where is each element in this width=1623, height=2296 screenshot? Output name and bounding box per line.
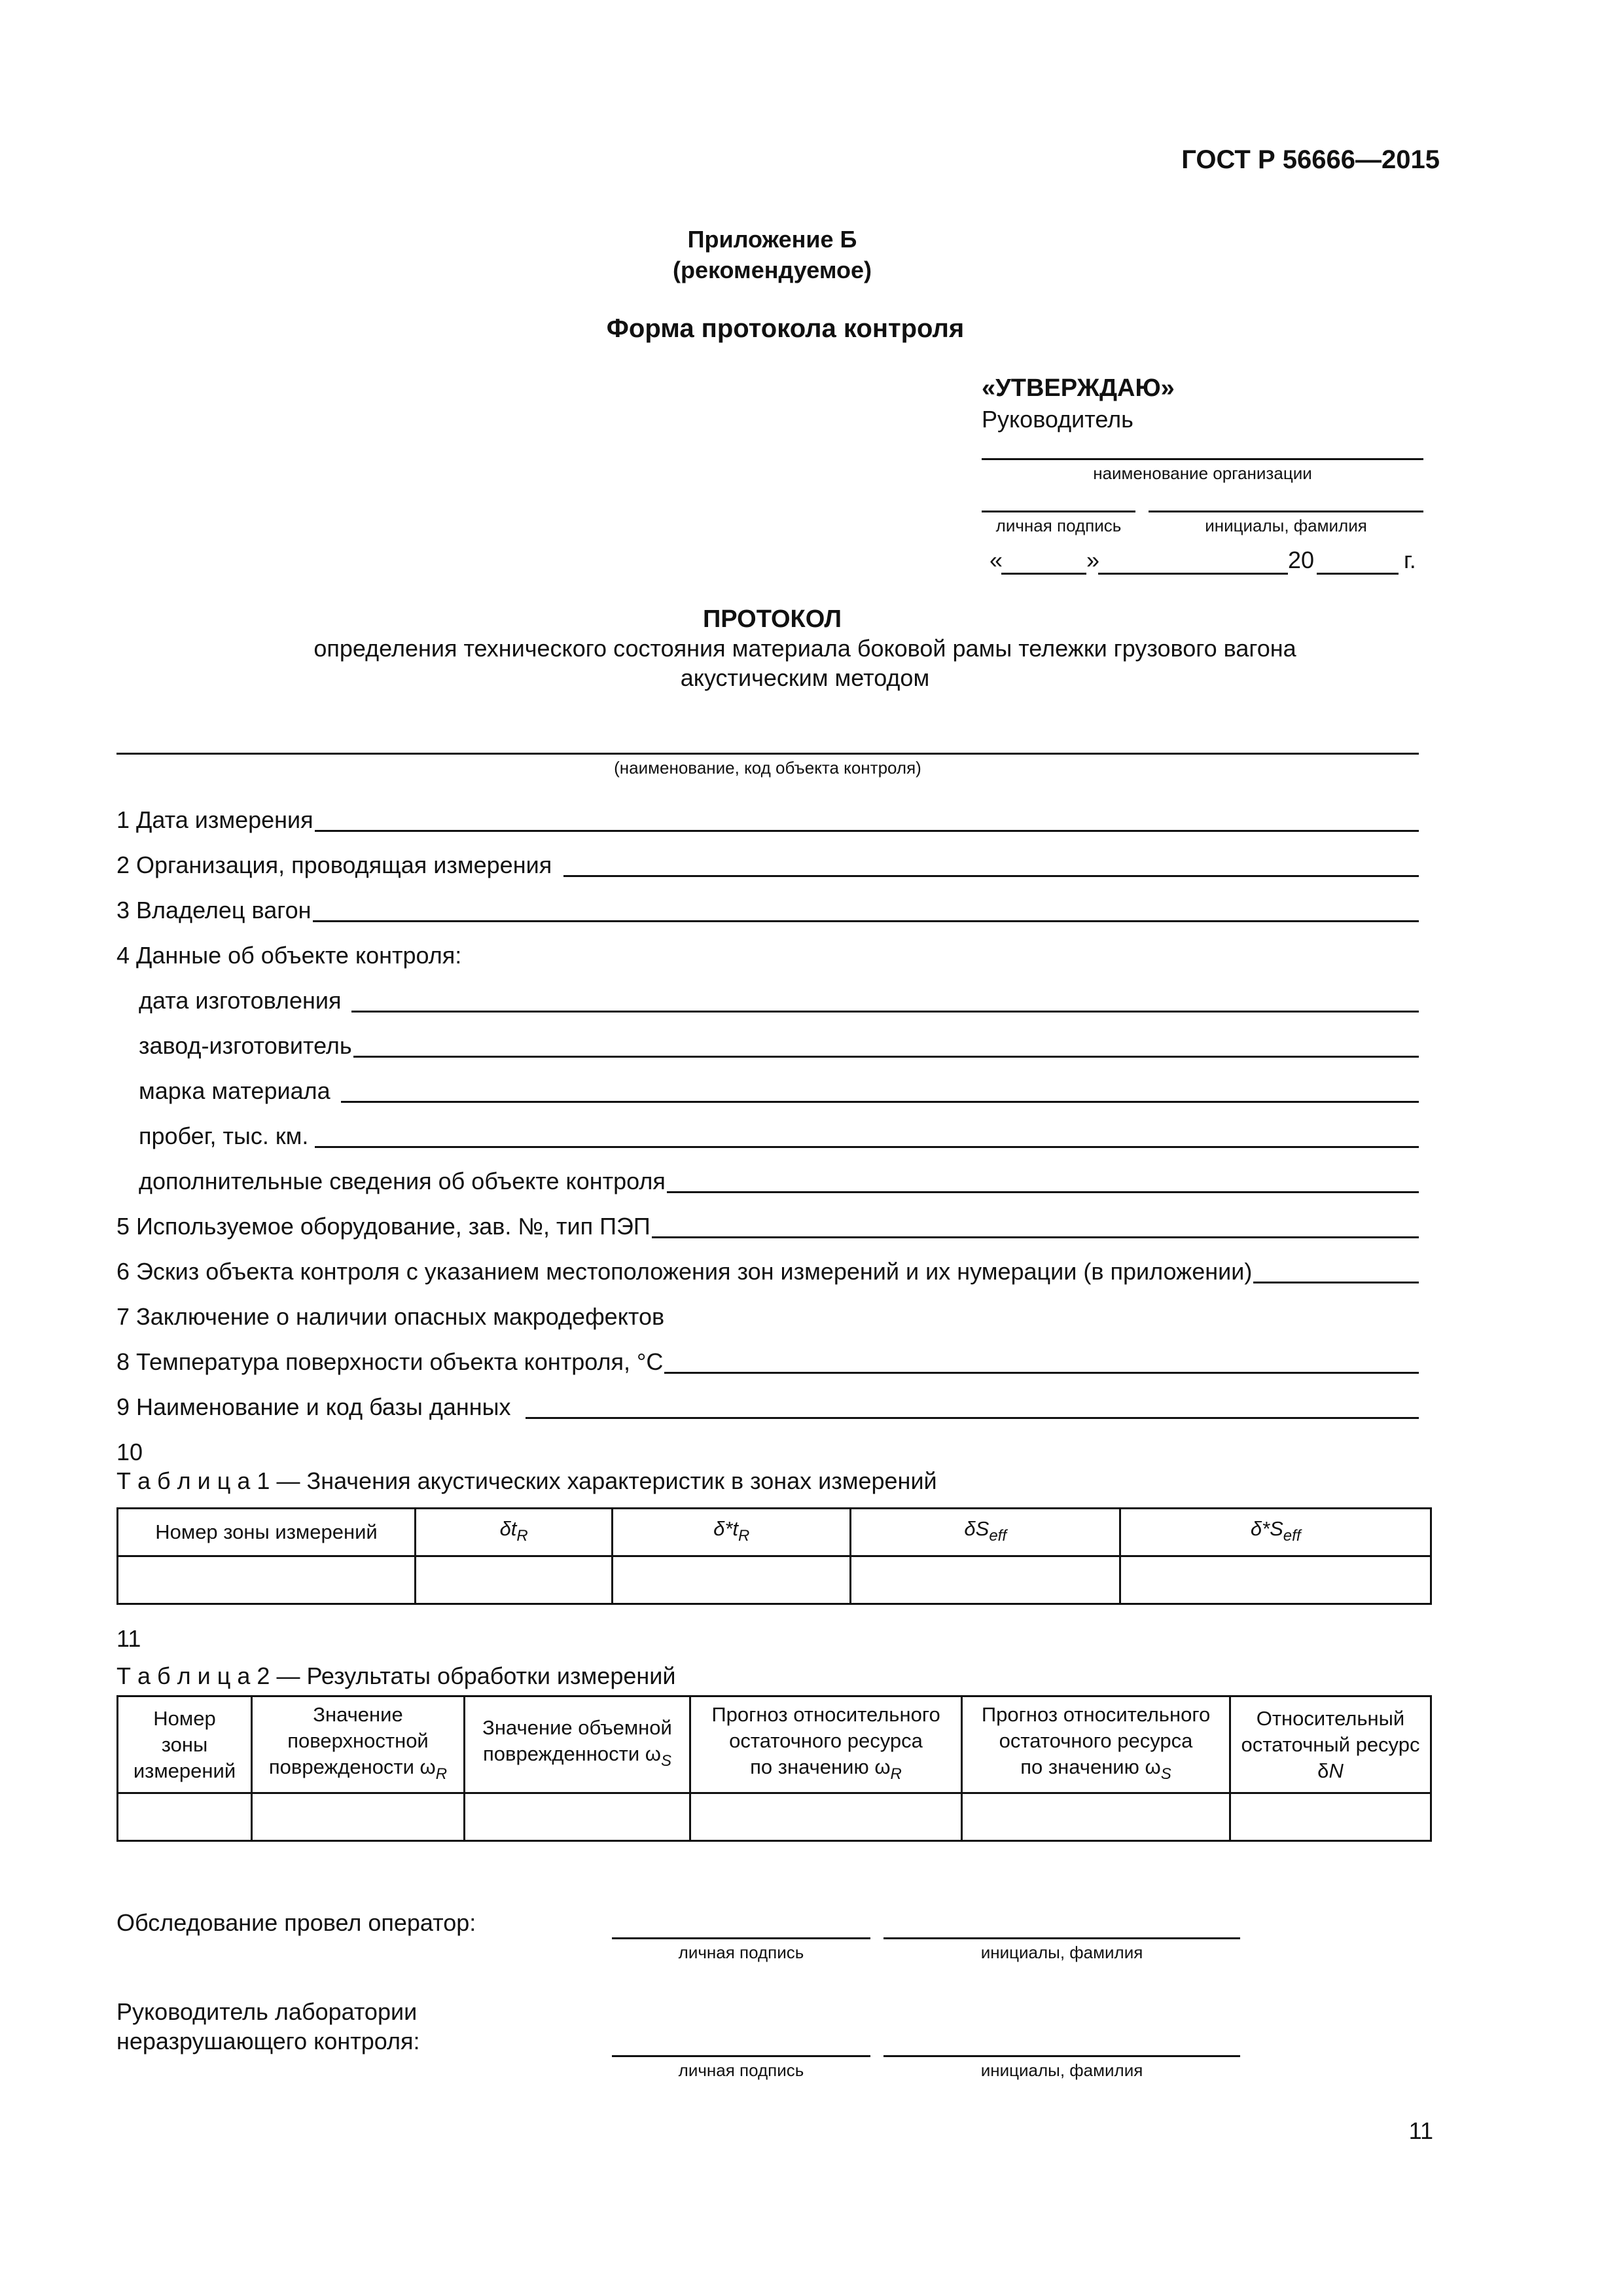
field-input-line[interactable] [353, 1056, 1419, 1058]
field-label: 2 Организация, проводящая измерения [116, 852, 552, 878]
date-month-line[interactable] [1098, 573, 1288, 575]
field-input-line[interactable] [563, 875, 1419, 877]
protocol-title: ПРОТОКОЛ [702, 605, 842, 633]
field-label: дата изготовления [139, 987, 342, 1014]
table1-caption [116, 1467, 937, 1495]
date-close-quote: » [1086, 547, 1100, 573]
operator-sign-line[interactable] [612, 1937, 870, 1939]
org-name-caption: наименование организации [1093, 463, 1312, 483]
field-owner [116, 892, 1419, 925]
field-material-grade [139, 1073, 1419, 1105]
table-row [118, 1793, 1431, 1841]
appendix-subtitle: (рекомендуемое) [673, 257, 872, 283]
form-title: Форма протокола контроля [606, 314, 965, 343]
field-label: 7 Заключение о наличии опасных макродефектов [116, 1303, 665, 1330]
field-label: 9 Наименование и код базы данных [116, 1393, 511, 1420]
object-name-caption: (наименование, код объекта контроля) [614, 758, 921, 778]
date-year-prefix: 20 [1288, 547, 1315, 573]
field-label: 10 [116, 1439, 143, 1465]
field-additional-info [139, 1163, 1419, 1196]
date-year-line[interactable] [1317, 573, 1399, 575]
date-open-quote: « [990, 547, 1003, 573]
field-label: 5 Используемое оборудование, зав. №, тип ПЭП [116, 1213, 651, 1240]
protocol-subtitle-line1: определения технического состояния материала боковой рамы тележки грузового вагона [313, 635, 1296, 662]
field-label: 3 Владелец вагон [116, 897, 312, 924]
table1-cell[interactable] [118, 1556, 416, 1604]
approve-name-caption: инициалы, фамилия [1205, 516, 1367, 535]
field-input-line[interactable] [664, 1372, 1419, 1374]
table1-header-zone: Номер зоны измерений [118, 1509, 416, 1556]
table1-header-dtr: $\delta t_R$ [416, 1509, 613, 1556]
protocol-subtitle-line2: акустическим методом [680, 664, 930, 691]
field-label: пробег, тыс. км. [139, 1122, 309, 1149]
page-number: 11 [1408, 2117, 1433, 2144]
org-name-line[interactable] [982, 458, 1423, 460]
field-11: 11 [116, 1625, 141, 1652]
field-manufacture-date [139, 982, 1419, 1015]
table1-cell[interactable] [613, 1556, 851, 1604]
approve-role: Руководитель [982, 406, 1133, 433]
field-input-line[interactable] [526, 1417, 1419, 1419]
operator-name-line[interactable] [883, 1937, 1240, 1939]
lab-head-sign-line[interactable] [612, 2055, 870, 2057]
field-input-line[interactable] [315, 830, 1419, 832]
field-input-line[interactable] [1253, 1282, 1419, 1283]
table1 [116, 1507, 1432, 1605]
field-label: завод-изготовитель [139, 1032, 352, 1059]
operator-name-caption: инициалы, фамилия [980, 1943, 1143, 1962]
lab-head-label-1: Руководитель лаборатории [116, 1998, 418, 2025]
lab-head-name-line[interactable] [883, 2055, 1240, 2057]
field-input-line[interactable] [315, 1146, 1419, 1148]
table1-header-dseff: $\delta S_{eff}$ [851, 1509, 1120, 1556]
table-row [118, 1556, 1431, 1604]
field-temperature [116, 1344, 1419, 1376]
field-object-data [116, 937, 1419, 970]
field-label: 4 Данные об объекте контроля: [116, 942, 462, 969]
operator-label: Обследование провел оператор: [116, 1909, 476, 1936]
field-measure-date [116, 802, 1419, 834]
field-organization [116, 847, 1419, 880]
field-equipment [116, 1208, 1419, 1241]
field-input-line[interactable] [341, 1101, 1419, 1103]
table2 [116, 1695, 1432, 1842]
field-label: 6 Эскиз объекта контроля с указанием местоположения зон измерений и их нумерации (в приложении) [116, 1258, 1253, 1285]
document-code: ГОСТ Р 56666—2015 [1181, 145, 1440, 174]
table2-cell[interactable] [118, 1793, 252, 1841]
field-input-line[interactable] [667, 1191, 1419, 1193]
approve-name-line[interactable] [1149, 511, 1423, 512]
lab-head-label-2: неразрушающего контроля: [116, 2028, 420, 2054]
field-mileage [139, 1118, 1419, 1151]
field-label: марка материала [139, 1077, 330, 1104]
field-10 [116, 1434, 1419, 1467]
approve-sign-caption: личная подпись [995, 516, 1122, 535]
operator-sign-caption: личная подпись [678, 1943, 804, 1962]
table2-header-forecast-s: Прогноз относительного остаточного ресурса по значению $\omega_S$ [962, 1696, 1230, 1793]
object-name-line[interactable] [116, 753, 1419, 755]
table2-cell[interactable] [962, 1793, 1230, 1841]
field-label: дополнительные сведения об объекте контроля [139, 1168, 666, 1194]
table1-header-d-star-seff: $\delta*S_{eff}$ [1120, 1509, 1431, 1556]
table2-header-zone: Номер зоны измерений [118, 1696, 252, 1793]
table2-header-volume-damage: Значение объемной поврежденности $\omega_S$ [465, 1696, 690, 1793]
date-day-line[interactable] [1001, 573, 1086, 575]
appendix-title: Приложение Б [687, 226, 857, 253]
table2-cell[interactable] [465, 1793, 690, 1841]
table2-label: Т а б л и ц а [116, 1662, 251, 1689]
field-manufacturer [139, 1028, 1419, 1060]
field-sketch [116, 1253, 1419, 1286]
table2-cell[interactable] [690, 1793, 962, 1841]
table1-title: 1 — Значения акустических характеристик в зонах измерений [257, 1467, 937, 1494]
field-input-line[interactable] [313, 920, 1419, 922]
table1-cell[interactable] [1120, 1556, 1431, 1604]
table1-cell[interactable] [851, 1556, 1120, 1604]
table2-header-forecast-r: Прогноз относительного остаточного ресурса по значению $\omega_R$ [690, 1696, 962, 1793]
field-database [116, 1389, 1419, 1422]
approve-title: «УТВЕРЖДАЮ» [982, 374, 1175, 402]
field-input-line[interactable] [652, 1236, 1419, 1238]
table2-header-residual: Относительный остаточный ресурс δN [1230, 1696, 1431, 1793]
table2-header-surface-damage: Значение поверхностной повреждености $\omega_R$ [252, 1696, 465, 1793]
table2-cell[interactable] [1230, 1793, 1431, 1841]
field-input-line[interactable] [351, 1011, 1419, 1013]
approve-sign-line[interactable] [982, 511, 1135, 512]
table2-cell[interactable] [252, 1793, 465, 1841]
table1-label: Т а б л и ц а [116, 1467, 251, 1494]
field-label: 8 Температура поверхности объекта контроля, °С [116, 1348, 664, 1375]
field-conclusion [116, 1299, 1419, 1331]
table2-caption [116, 1662, 675, 1690]
lab-head-name-caption: инициалы, фамилия [980, 2060, 1143, 2080]
field-label: 1 Дата измерения [116, 806, 313, 833]
date-year-suffix: г. [1404, 547, 1416, 573]
lab-head-sign-caption: личная подпись [678, 2060, 804, 2080]
table2-title: 2 — Результаты обработки измерений [257, 1662, 676, 1689]
table1-header-d-star-tr: $\delta*t_R$ [613, 1509, 851, 1556]
table1-cell[interactable] [416, 1556, 613, 1604]
